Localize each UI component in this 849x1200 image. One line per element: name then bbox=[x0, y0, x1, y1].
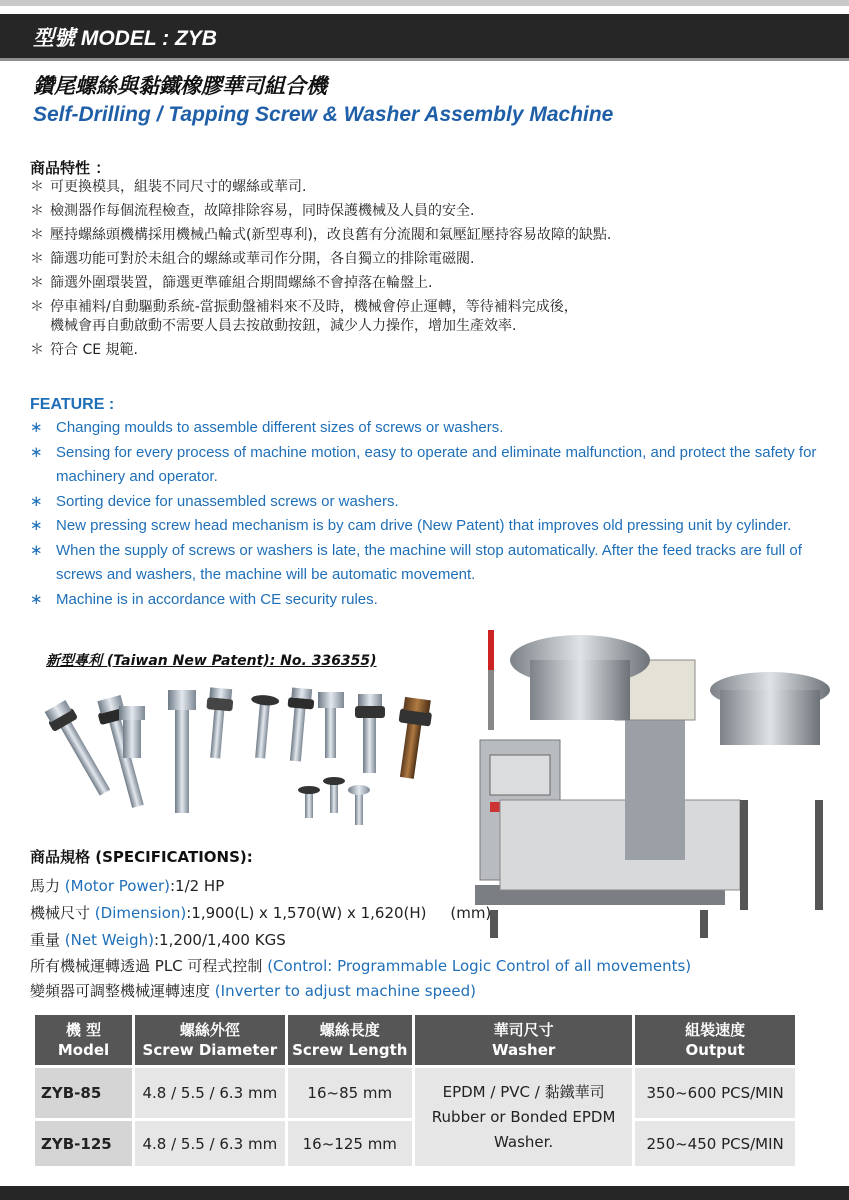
asterisk-bullet-icon: ＊ bbox=[30, 251, 44, 267]
cell-diameter: 4.8 / 5.5 / 6.3 mm bbox=[135, 1068, 285, 1118]
model-header-bar bbox=[0, 14, 849, 61]
specifications-table bbox=[32, 1012, 798, 1169]
asterisk-bullet-icon: ∗ bbox=[30, 541, 43, 559]
screws-photo bbox=[35, 678, 455, 838]
specifications-heading: 商品規格 (SPECIFICATIONS): bbox=[30, 848, 253, 866]
list-item: ∗ Sorting device for unassembled screws or washers. bbox=[30, 490, 820, 515]
cell-diameter: 4.8 / 5.5 / 6.3 mm bbox=[135, 1121, 285, 1166]
asterisk-bullet-icon: ＊ bbox=[30, 179, 44, 195]
features-zh-list bbox=[30, 178, 611, 365]
cell-output: 250~450 PCS/MIN bbox=[635, 1121, 795, 1166]
asterisk-bullet-icon: ＊ bbox=[30, 203, 44, 219]
model-heading: 型號 MODEL : ZYB bbox=[33, 27, 217, 50]
cell-output: 350~600 PCS/MIN bbox=[635, 1068, 795, 1118]
asterisk-bullet-icon: ∗ bbox=[30, 590, 43, 608]
cell-length: 16~85 mm bbox=[288, 1068, 412, 1118]
patent-note: 新型專利 (Taiwan New Patent): No. 336355) bbox=[46, 653, 377, 669]
cell-washer: EPDM / PVC / 黏鐵華司 Rubber or Bonded EPDM Washer. bbox=[415, 1068, 632, 1166]
title-chinese: 鑽尾螺絲與黏鐵橡膠華司組合機 bbox=[33, 74, 327, 98]
features-zh-heading: 商品特性 ： bbox=[30, 159, 111, 177]
spec-motor: 馬力 (Motor Power):1/2 HP bbox=[30, 877, 225, 895]
list-item: ＊ 篩選外圍環裝置，篩選更準確組合期間螺絲不會掉落在輪盤上. bbox=[30, 275, 433, 291]
asterisk-bullet-icon: ＊ bbox=[30, 342, 44, 358]
asterisk-bullet-icon: ∗ bbox=[30, 419, 43, 436]
features-en-heading: FEATURE : bbox=[30, 396, 115, 413]
spec-dimension: 機械尺寸 (Dimension):1,900(L) x 1,570(W) x 1,620(H) (mm) bbox=[30, 904, 492, 922]
spec-control: 所有機械運轉透過 PLC 可程式控制 (Control: Programmable Logic Control of all movements) bbox=[30, 957, 692, 975]
cell-length: 16~125 mm bbox=[288, 1121, 412, 1166]
list-item: ＊ 可更換模具，組裝不同尺寸的螺絲或華司. bbox=[30, 179, 307, 195]
asterisk-bullet-icon: ∗ bbox=[30, 443, 43, 461]
asterisk-bullet-icon: ＊ bbox=[30, 227, 44, 243]
spec-inverter: 變頻器可調整機械運轉速度 (Inverter to adjust machine speed) bbox=[30, 982, 476, 1000]
cell-model: ZYB-125 bbox=[35, 1121, 132, 1166]
list-item: ＊ 壓持螺絲頭機構採用機械凸輪式(新型專利)，改良舊有分流閥和氣壓缸壓持容易故障的缺點. bbox=[30, 227, 612, 243]
list-item: ∗ Sensing for every process of machine motion, easy to operate and eliminate malfunction, and protect the safety for machinery and operator. bbox=[30, 441, 820, 490]
title-english: Self-Drilling / Tapping Screw & Washer Assembly Machine bbox=[33, 103, 614, 126]
asterisk-bullet-icon: ＊ bbox=[30, 275, 44, 291]
col-header-washer: 華司尺寸 Washer bbox=[415, 1015, 632, 1065]
list-item: ＊ 篩選功能可對於未組合的螺絲或華司作分開，各自獨立的排除電磁閥. bbox=[30, 251, 475, 267]
asterisk-bullet-icon: ＊ bbox=[30, 299, 44, 315]
asterisk-bullet-icon: ∗ bbox=[30, 517, 43, 534]
table-header-row bbox=[35, 1015, 795, 1065]
spec-weight: 重量 (Net Weigh):1,200/1,400 KGS bbox=[30, 931, 286, 949]
list-item-continuation: 機械會再自動啟動不需要人員去按啟動按鈕，減少人力操作，增加生產效率. bbox=[50, 318, 517, 334]
bottom-bar bbox=[0, 1186, 849, 1200]
list-item: ∗ New pressing screw head mechanism is by cam drive (New Patent) that improves old pressing unit by cylinder. bbox=[30, 514, 820, 539]
features-en-list bbox=[30, 416, 820, 612]
col-header-output: 組裝速度 Output bbox=[635, 1015, 795, 1065]
list-item: ＊ 停車補料/自動驅動系統-當振動盤補料來不及時，機械會停止運轉，等待補料完成後， 機械會再自動啟動不需要人員去按啟動按鈕，減少人力操作，增加生產效率. bbox=[30, 299, 578, 334]
cell-model: ZYB-85 bbox=[35, 1068, 132, 1118]
list-item: ∗ When the supply of screws or washers is late, the machine will stop automatically. After the feed tracks are full of screws and washers, the machine will be automatic movement. bbox=[30, 539, 820, 588]
list-item: ∗ Machine is in accordance with CE security rules. bbox=[30, 588, 820, 613]
list-item: ＊ 符合 CE 規範. bbox=[30, 342, 138, 358]
machine-photo bbox=[470, 620, 840, 940]
list-item: ∗ Changing moulds to assemble different sizes of screws or washers. bbox=[30, 416, 820, 441]
asterisk-bullet-icon: ∗ bbox=[30, 492, 43, 510]
col-header-model: 機 型 Model bbox=[35, 1015, 132, 1065]
top-stripe bbox=[0, 0, 849, 6]
col-header-length: 螺絲長度 Screw Length bbox=[288, 1015, 412, 1065]
table-row bbox=[35, 1068, 795, 1118]
list-item: ＊ 檢測器作每個流程檢查，故障排除容易，同時保護機械及人員的安全. bbox=[30, 203, 475, 219]
col-header-diameter: 螺絲外徑 Screw Diameter bbox=[135, 1015, 285, 1065]
